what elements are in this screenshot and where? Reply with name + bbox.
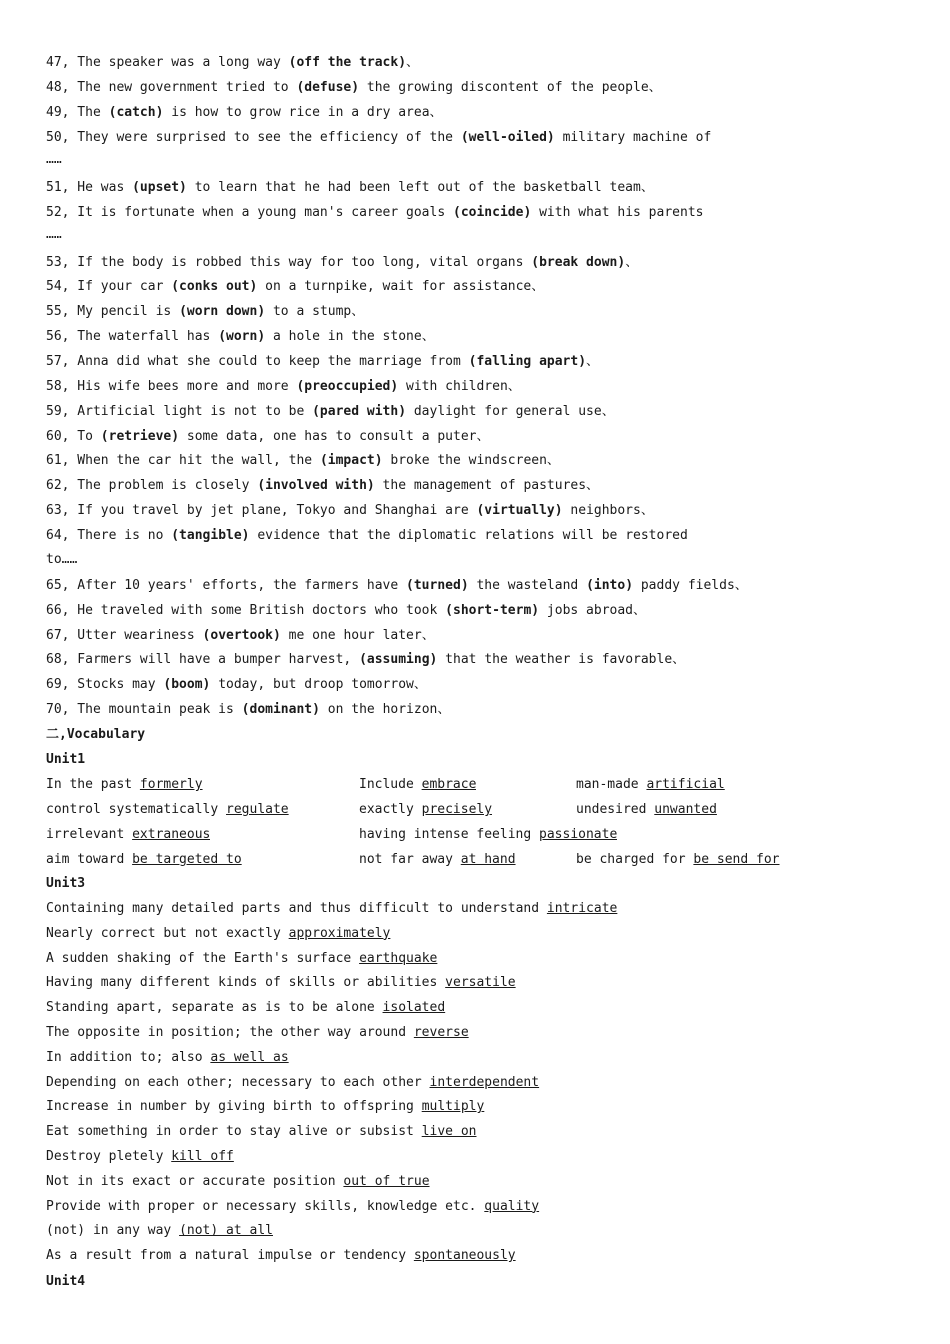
vocab-answer: reverse bbox=[413, 1025, 469, 1040]
sentence-line bbox=[46, 552, 908, 568]
vocab-answer: artificial bbox=[646, 777, 725, 792]
section-title: 二,Vocabulary bbox=[46, 727, 146, 742]
vocab-answer: be targeted to bbox=[132, 852, 242, 867]
sentence-text: 63, If you travel by jet plane, Tokyo and Shanghai are bbox=[46, 503, 477, 518]
sentence-text: 62, The problem is closely bbox=[46, 478, 258, 493]
sentence-line bbox=[46, 528, 908, 544]
vocab-definition: irrelevant bbox=[46, 827, 133, 842]
sentence-text: 59, Artificial light is not to be bbox=[46, 404, 313, 419]
sentence-text: 53, If the body is robbed this way for too long, vital organs bbox=[46, 255, 532, 270]
vocab-item bbox=[46, 1124, 908, 1140]
vocab-item bbox=[359, 802, 492, 818]
unit1-title: Unit1 bbox=[46, 752, 86, 767]
unit3-title: Unit3 bbox=[46, 876, 86, 891]
sentence-line bbox=[46, 628, 908, 644]
sentence-line bbox=[46, 429, 908, 445]
answer-text: (worn) bbox=[218, 329, 266, 344]
vocab-answer: isolated bbox=[382, 1000, 446, 1016]
vocab-definition: Include bbox=[359, 777, 422, 792]
sentence-text: 68, Farmers will have a bumper harvest, bbox=[46, 652, 360, 667]
sentence-line bbox=[46, 578, 908, 594]
vocab-definition: The opposite in position; the other way around bbox=[46, 1025, 414, 1040]
vocab-item bbox=[46, 951, 908, 967]
vocab-item bbox=[46, 1174, 908, 1190]
sentence-text: 69, Stocks may bbox=[46, 677, 164, 692]
vocab-answer: live on bbox=[421, 1124, 477, 1140]
sentence-text: that the weather is favorable、 bbox=[437, 652, 686, 667]
answer-text: (falling apart) bbox=[468, 354, 587, 369]
vocab-definition: Eat something in order to stay alive or subsist bbox=[46, 1124, 422, 1140]
vocab-answer: multiply bbox=[421, 1099, 485, 1115]
vocab-answer: intricate bbox=[546, 901, 618, 916]
sentence-text: me one hour later、 bbox=[280, 628, 435, 643]
sentence-text: 64, There is no bbox=[46, 528, 172, 543]
sentence-text: 、 bbox=[406, 55, 420, 70]
answer-text: (well-oiled) bbox=[460, 130, 555, 145]
sentence-line bbox=[46, 404, 908, 420]
vocab-answer: versatile bbox=[445, 975, 516, 991]
vocab-definition: Not in its exact or accurate position bbox=[46, 1173, 344, 1189]
vocab-item bbox=[46, 827, 210, 843]
answer-text: (upset) bbox=[132, 180, 187, 195]
sentence-line bbox=[46, 379, 908, 395]
sentence-text: 、 bbox=[586, 354, 600, 369]
vocab-answer: quality bbox=[484, 1198, 540, 1214]
vocab-definition: not far away bbox=[359, 852, 461, 867]
vocab-definition: Nearly correct but not exactly bbox=[46, 925, 289, 941]
answer-text: (defuse) bbox=[296, 80, 360, 95]
sentence-line bbox=[46, 677, 908, 693]
answer-text: (turned) bbox=[406, 578, 469, 593]
sentence-text: military machine of bbox=[554, 130, 712, 145]
sentence-text: with children、 bbox=[398, 379, 521, 394]
sentence-line bbox=[46, 329, 908, 345]
sentence-line bbox=[46, 279, 908, 295]
vocab-answer: approximately bbox=[288, 925, 391, 941]
answer-text: (short-term) bbox=[445, 603, 540, 618]
vocab-item bbox=[46, 926, 908, 942]
vocab-item bbox=[46, 1223, 908, 1239]
vocab-item bbox=[46, 1000, 908, 1016]
vocab-item bbox=[359, 777, 476, 793]
sentence-text: a hole in the stone、 bbox=[265, 329, 435, 344]
sentence-text: to…… bbox=[46, 552, 78, 567]
sentence-text: evidence that the diplomatic relations will be restored bbox=[249, 528, 688, 543]
vocab-definition: Increase in number by giving birth to offspring bbox=[46, 1099, 422, 1115]
answer-text: (boom) bbox=[163, 677, 211, 692]
sentence-line bbox=[46, 304, 908, 320]
vocab-answer: (not) at all bbox=[179, 1223, 273, 1239]
vocab-answer: precisely bbox=[421, 802, 493, 817]
answer-text: (conks out) bbox=[171, 279, 258, 294]
answer-text: (off the track) bbox=[288, 55, 407, 70]
answer-text: (dominant) bbox=[241, 702, 320, 717]
vocab-item bbox=[46, 1099, 908, 1115]
sentence-text: 、 bbox=[625, 255, 639, 270]
vocab-definition: Containing many detailed parts and thus difficult to understand bbox=[46, 901, 547, 916]
vocab-answer: passionate bbox=[539, 827, 618, 842]
sentence-text: today, but droop tomorrow、 bbox=[210, 677, 427, 692]
answer-text: (involved with) bbox=[257, 478, 375, 493]
sentence-line bbox=[46, 130, 908, 146]
vocab-definition: Destroy pletely bbox=[46, 1149, 172, 1164]
vocab-definition: Standing apart, separate as is to be alone bbox=[46, 1000, 383, 1016]
sentence-text: the growing discontent of the people、 bbox=[359, 80, 662, 95]
answer-text: (coincide) bbox=[453, 205, 532, 220]
sentence-text: 67, Utter weariness bbox=[46, 628, 203, 643]
sentence-text: 49, The bbox=[46, 105, 109, 120]
vocab-answer: formerly bbox=[139, 777, 203, 792]
sentence-line bbox=[46, 180, 908, 196]
answer-text: (pared with) bbox=[312, 404, 407, 419]
sentence-text: to learn that he had been left out of the basketball team、 bbox=[186, 180, 654, 195]
sentence-line bbox=[46, 80, 908, 96]
vocab-item bbox=[46, 777, 203, 793]
sentence-line bbox=[46, 152, 908, 168]
sentence-line bbox=[46, 55, 908, 71]
sentence-line bbox=[46, 478, 908, 494]
vocab-definition: In the past bbox=[46, 777, 140, 792]
vocab-definition: undesired bbox=[576, 802, 655, 817]
vocab-item bbox=[576, 852, 780, 868]
sentence-text: 70, The mountain peak is bbox=[46, 702, 242, 717]
vocab-item bbox=[576, 777, 725, 793]
sentence-text: is how to grow rice in a dry area、 bbox=[163, 105, 443, 120]
sentence-line bbox=[46, 205, 908, 221]
vocab-answer: regulate bbox=[226, 802, 289, 817]
vocab-answer: extraneous bbox=[132, 827, 211, 842]
sentence-line bbox=[46, 702, 908, 718]
answer-text: (overtook) bbox=[202, 628, 281, 643]
sentence-text: 48, The new government tried to bbox=[46, 80, 297, 95]
vocab-item bbox=[46, 802, 289, 818]
vocab-definition: As a result from a natural impulse or tendency bbox=[46, 1248, 414, 1264]
vocab-definition: Depending on each other; necessary to each other bbox=[46, 1074, 430, 1090]
vocab-item bbox=[46, 1050, 908, 1066]
vocab-answer: spontaneously bbox=[413, 1248, 516, 1264]
sentence-text: …… bbox=[46, 227, 62, 242]
answer-text: (tangible) bbox=[171, 528, 250, 543]
vocab-item bbox=[359, 852, 516, 868]
sentence-text: 66, He traveled with some British doctors who took bbox=[46, 603, 446, 618]
vocab-item bbox=[46, 901, 908, 917]
sentence-text: 52, It is fortunate when a young man's career goals bbox=[46, 205, 453, 220]
sentence-text: jobs abroad、 bbox=[539, 603, 647, 618]
sentence-line bbox=[46, 105, 908, 121]
sentence-text: neighbors、 bbox=[562, 503, 654, 518]
vocab-item bbox=[46, 975, 908, 991]
sentence-text: some data, one has to consult a puter、 bbox=[179, 429, 490, 444]
sentence-line bbox=[46, 227, 908, 243]
sentence-text: 57, Anna did what she could to keep the marriage from bbox=[46, 354, 469, 369]
vocab-definition: aim toward bbox=[46, 852, 133, 867]
sentence-line bbox=[46, 652, 908, 668]
vocab-definition: exactly bbox=[359, 802, 422, 817]
sentence-line bbox=[46, 453, 908, 469]
sentence-text: 55, My pencil is bbox=[46, 304, 180, 319]
unit4-title: Unit4 bbox=[46, 1274, 86, 1289]
vocab-item bbox=[46, 1199, 908, 1215]
answer-text: (worn down) bbox=[179, 304, 266, 319]
sentence-text: broke the windscreen、 bbox=[382, 453, 560, 468]
sentence-text: 50, They were surprised to see the efficiency of the bbox=[46, 130, 461, 145]
sentence-text: daylight for general use、 bbox=[406, 404, 615, 419]
answer-text: (virtually) bbox=[476, 503, 563, 518]
vocab-definition: Having many different kinds of skills or abilities bbox=[46, 975, 446, 991]
vocab-definition: control systematically bbox=[46, 802, 227, 817]
vocab-item bbox=[46, 852, 242, 868]
vocab-item bbox=[46, 1248, 908, 1264]
sentence-text: the wasteland bbox=[468, 578, 587, 593]
vocab-definition: having intense feeling bbox=[359, 827, 540, 842]
sentence-text: 61, When the car hit the wall, the bbox=[46, 453, 320, 468]
sentence-line bbox=[46, 255, 908, 271]
vocab-definition: In addition to; also bbox=[46, 1049, 211, 1065]
vocab-answer: as well as bbox=[210, 1049, 289, 1065]
vocab-answer: be send for bbox=[693, 852, 780, 867]
sentence-text: 54, If your car bbox=[46, 279, 172, 294]
vocab-answer: interdependent bbox=[429, 1074, 540, 1090]
sentence-text: to a stump、 bbox=[265, 304, 365, 319]
sentence-text: the management of pastures、 bbox=[374, 478, 600, 493]
sentence-text: on the horizon、 bbox=[319, 702, 451, 717]
answer-text: (assuming) bbox=[359, 652, 438, 667]
vocab-definition: Provide with proper or necessary skills, knowledge etc. bbox=[46, 1198, 485, 1214]
vocab-answer: out of true bbox=[343, 1173, 430, 1189]
sentence-text: 65, After 10 years' efforts, the farmers have bbox=[46, 578, 407, 593]
sentence-text: on a turnpike, wait for assistance、 bbox=[257, 279, 545, 294]
vocab-item bbox=[46, 1075, 908, 1091]
sentence-text: paddy fields、 bbox=[633, 578, 748, 593]
vocab-item bbox=[46, 1149, 908, 1165]
answer-text: (impact) bbox=[319, 453, 383, 468]
sentence-text: 60, To bbox=[46, 429, 101, 444]
answer-text: (preoccupied) bbox=[296, 379, 399, 394]
sentence-text: with what his parents bbox=[531, 205, 704, 220]
sentence-line bbox=[46, 354, 908, 370]
vocab-definition: A sudden shaking of the Earth's surface bbox=[46, 950, 360, 966]
vocab-item bbox=[46, 1025, 908, 1041]
answer-text: (break down) bbox=[531, 255, 626, 270]
sentence-text: 51, He was bbox=[46, 180, 133, 195]
sentence-text: 58, His wife bees more and more bbox=[46, 379, 297, 394]
vocab-definition: (not) in any way bbox=[46, 1223, 180, 1239]
vocab-answer: kill off bbox=[171, 1149, 234, 1164]
answer-text: (catch) bbox=[108, 105, 164, 120]
sentence-text: 47, The speaker was a long way bbox=[46, 55, 289, 70]
vocab-item bbox=[359, 827, 617, 843]
sentence-text: 56, The waterfall has bbox=[46, 329, 219, 344]
vocab-definition: man-made bbox=[576, 777, 647, 792]
vocab-definition: be charged for bbox=[576, 852, 694, 867]
vocab-answer: embrace bbox=[421, 777, 477, 792]
answer-text: (retrieve) bbox=[100, 429, 180, 444]
sentence-line bbox=[46, 503, 908, 519]
sentence-line bbox=[46, 603, 908, 619]
vocab-answer: unwanted bbox=[654, 802, 717, 817]
vocab-answer: earthquake bbox=[359, 950, 438, 966]
vocab-item bbox=[576, 802, 717, 818]
vocab-answer: at hand bbox=[460, 852, 516, 867]
answer-text: (into) bbox=[586, 578, 634, 593]
sentence-text: …… bbox=[46, 152, 62, 167]
